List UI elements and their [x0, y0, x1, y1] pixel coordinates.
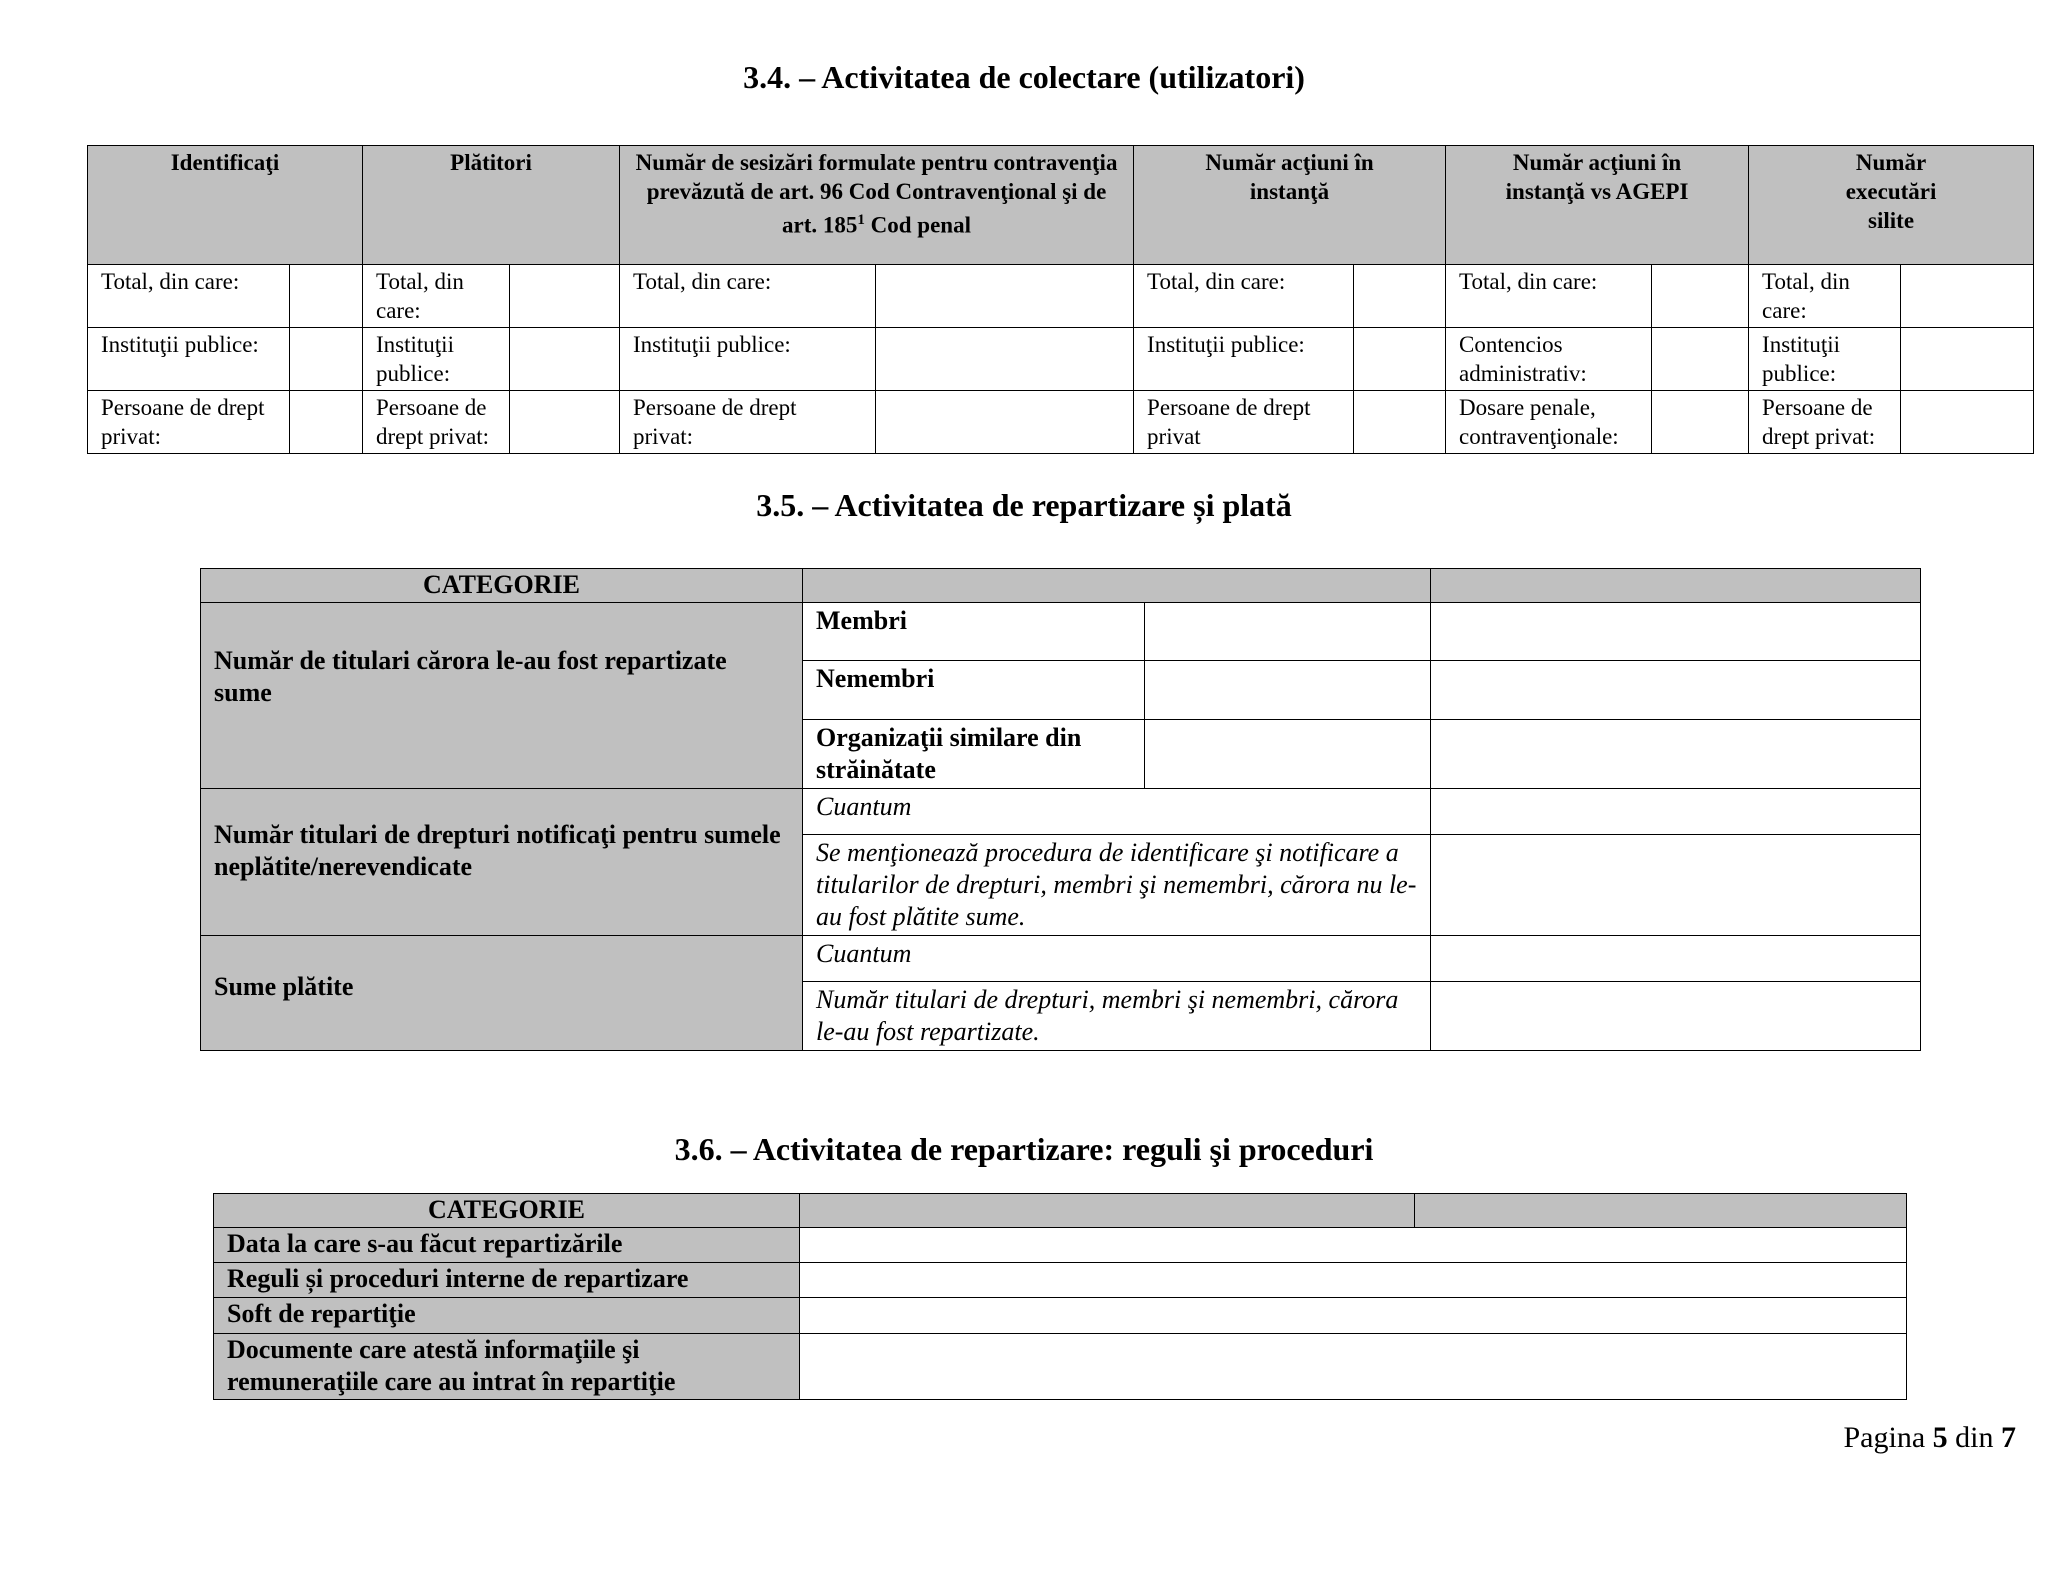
soft-repartitie-label: Soft de repartiţie — [214, 1298, 800, 1334]
agepi-total-value[interactable] — [1652, 265, 1749, 328]
nemembri-value[interactable] — [1145, 661, 1431, 720]
executari-privat-label: Persoane de drept privat: — [1749, 391, 1901, 454]
page-footer — [1844, 1418, 2017, 1458]
organizatii-extra[interactable] — [1431, 720, 1921, 789]
nemembri-extra[interactable] — [1431, 661, 1921, 720]
actiuni-privat-value[interactable] — [1354, 391, 1446, 454]
footer-prefix: Pagina — [1843, 1421, 1933, 1454]
sesizari-privat-label: Persoane de drept privat: — [620, 391, 876, 454]
procedura-label: Se menţionează procedura de identificare şi notificare a titularilor de drepturi, membri şi nemembri, cărora nu le-au fost plătite sume. — [803, 835, 1431, 936]
cuantum-platite-label: Cuantum — [803, 936, 1431, 982]
section-3-6-title: 3.6. – Activitatea de repartizare: reguli şi proceduri — [674, 1131, 1374, 1167]
data-repartizari-label: Data la care s-au făcut repartizările — [214, 1228, 800, 1263]
actiuni-institutii-value[interactable] — [1354, 328, 1446, 391]
numar-titulari-label: Număr titulari de drepturi, membri şi nemembri, cărora le-au fost repartizate. — [803, 982, 1431, 1051]
header-platitori: Plătitori — [363, 146, 620, 265]
identificati-total-label: Total, din care: — [88, 265, 290, 328]
executari-institutii-value[interactable] — [1901, 328, 2034, 391]
header-actiuni-agepi: Număr acţiuni în instanţă vs AGEPI — [1446, 146, 1749, 265]
reguli-proceduri-value[interactable] — [800, 1263, 1907, 1298]
header-executari-silite: Număr executări silite — [1749, 146, 2034, 265]
platitori-institutii-label: Instituţii publice: — [363, 328, 510, 391]
header-sesizari-text: Număr de sesizări formulate pentru contravenţia prevăzută de art. 96 Cod Contravenţional şi de art. 185 — [635, 150, 1118, 238]
membri-label: Membri — [803, 603, 1145, 661]
executari-total-value[interactable] — [1901, 265, 2034, 328]
soft-repartitie-value[interactable] — [800, 1298, 1907, 1334]
agepi-dosare-label: Dosare penale, contravenţionale: — [1446, 391, 1652, 454]
header-blank-1 — [803, 569, 1431, 603]
platitori-total-value[interactable] — [510, 265, 620, 328]
platitori-total-label: Total, din care: — [363, 265, 510, 328]
identificati-institutii-label: Instituţii publice: — [88, 328, 290, 391]
header-sesizari — [620, 146, 1134, 265]
documente-label: Documente care atestă informaţiile şi remuneraţiile care au intrat în repartiţie — [214, 1334, 800, 1400]
sesizari-privat-value[interactable] — [876, 391, 1134, 454]
distribution-payment-table — [200, 568, 1921, 1051]
collection-activity-table — [87, 145, 2034, 454]
agepi-dosare-value[interactable] — [1652, 391, 1749, 454]
group-titulari-repartizate: Număr de titulari cărora le-au fost repartizate sume — [201, 603, 803, 789]
header-sesizari-suffix: Cod penal — [864, 212, 971, 238]
identificati-institutii-value[interactable] — [290, 328, 363, 391]
executari-total-label: Total, din care: — [1749, 265, 1901, 328]
section-3-4-title: 3.4. – Activitatea de colectare (utilizatori) — [743, 59, 1305, 95]
footer-total-pages: 7 — [2001, 1421, 2016, 1454]
header-blank-3-6-1 — [800, 1194, 1415, 1228]
actiuni-total-label: Total, din care: — [1134, 265, 1354, 328]
category-header: CATEGORIE — [201, 569, 803, 603]
actiuni-total-value[interactable] — [1354, 265, 1446, 328]
group-sume-platite: Sume plătite — [201, 936, 803, 1051]
sesizari-institutii-value[interactable] — [876, 328, 1134, 391]
membri-value[interactable] — [1145, 603, 1431, 661]
actiuni-institutii-label: Instituţii publice: — [1134, 328, 1354, 391]
section-3-5-title: 3.5. – Activitatea de repartizare și plată — [756, 487, 1292, 523]
rules-procedures-table — [213, 1193, 1907, 1400]
documente-value[interactable] — [800, 1334, 1907, 1400]
identificati-privat-label: Persoane de drept privat: — [88, 391, 290, 454]
header-sesizari-sup: 1 — [857, 212, 865, 228]
agepi-contencios-value[interactable] — [1652, 328, 1749, 391]
footer-page-number: 5 — [1932, 1421, 1948, 1454]
platitori-privat-label: Persoane de drept privat: — [363, 391, 510, 454]
membri-extra[interactable] — [1431, 603, 1921, 661]
reguli-proceduri-label: Reguli și proceduri interne de repartizare — [214, 1263, 800, 1298]
actiuni-privat-label: Persoane de drept privat — [1134, 391, 1354, 454]
organizatii-label: Organizaţii similare din străinătate — [803, 720, 1145, 789]
header-identificati: Identificaţi — [88, 146, 363, 265]
organizatii-value[interactable] — [1145, 720, 1431, 789]
identificati-privat-value[interactable] — [290, 391, 363, 454]
executari-institutii-label: Instituţii publice: — [1749, 328, 1901, 391]
cuantum-notificati-value[interactable] — [1431, 789, 1921, 835]
header-blank-2 — [1431, 569, 1921, 603]
numar-titulari-value[interactable] — [1431, 982, 1921, 1051]
nemembri-label: Nemembri — [803, 661, 1145, 720]
cuantum-notificati-label: Cuantum — [803, 789, 1431, 835]
category-header-3-6: CATEGORIE — [214, 1194, 800, 1228]
agepi-total-label: Total, din care: — [1446, 265, 1652, 328]
header-blank-3-6-2 — [1415, 1194, 1907, 1228]
agepi-contencios-label: Contencios administrativ: — [1446, 328, 1652, 391]
cuantum-platite-value[interactable] — [1431, 936, 1921, 982]
platitori-institutii-value[interactable] — [510, 328, 620, 391]
identificati-total-value[interactable] — [290, 265, 363, 328]
executari-privat-value[interactable] — [1901, 391, 2034, 454]
data-repartizari-value[interactable] — [800, 1228, 1907, 1263]
footer-mid: din — [1947, 1421, 2001, 1454]
sesizari-total-value[interactable] — [876, 265, 1134, 328]
sesizari-institutii-label: Instituţii publice: — [620, 328, 876, 391]
group-titulari-notificati: Număr titulari de drepturi notificaţi pentru sumele neplătite/nerevendicate — [201, 789, 803, 936]
sesizari-total-label: Total, din care: — [620, 265, 876, 328]
procedura-value[interactable] — [1431, 835, 1921, 936]
platitori-privat-value[interactable] — [510, 391, 620, 454]
header-actiuni-instanta: Număr acţiuni în instanţă — [1134, 146, 1446, 265]
